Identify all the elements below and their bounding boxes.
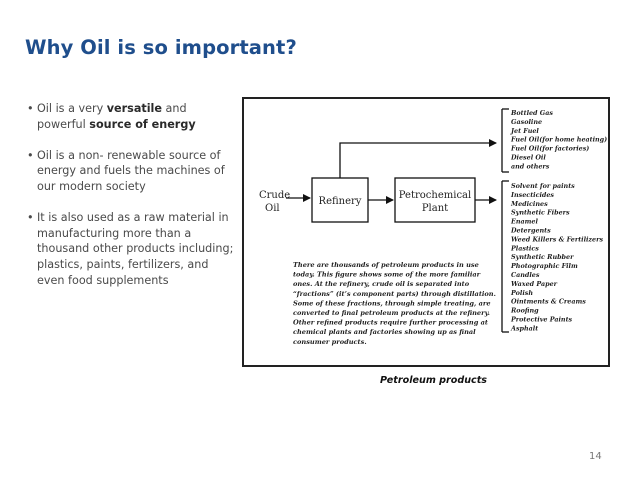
description-line: Other refined products require further processing at <box>293 318 488 327</box>
product-item: Bottled Gas <box>511 109 553 117</box>
crude-oil-label: Crude Oil <box>259 190 291 214</box>
product-item: Detergents <box>511 226 551 235</box>
product-item: Asphalt <box>511 324 539 333</box>
product-item: and others <box>511 162 550 171</box>
product-item: Roofing <box>511 306 539 315</box>
product-item: Gasoline <box>511 117 543 126</box>
description-line: converted to final petroleum products at the refinery. <box>293 309 490 317</box>
diagram-description <box>293 261 496 346</box>
product-item: Protective Paints <box>511 315 573 324</box>
product-item: Plastics <box>511 244 539 253</box>
description-line: ones. At the refinery, crude oil is separated into <box>293 280 470 289</box>
description-line: today. This figure shows some of the more familiar <box>293 270 481 279</box>
description-line: “fractions” (it’s component parts) through distillation. <box>293 289 496 298</box>
page-number: 14 <box>589 451 602 462</box>
product-item: Medicines <box>511 199 548 208</box>
product-item: Photographic Film <box>511 262 578 271</box>
description-line: chemical plants and factories showing up as final <box>293 328 476 337</box>
bullet-item <box>27 101 237 132</box>
product-item: Diesel Oil <box>511 153 546 162</box>
bullet-emphasis: source of energy <box>89 117 196 131</box>
bullet-item <box>27 148 237 195</box>
product-item: Jet Fuel <box>511 126 539 135</box>
product-item: Synthetic Fibers <box>511 208 570 217</box>
product-item: Weed Killers & Fertilizers <box>511 235 604 244</box>
product-item: Ointments & Creams <box>511 297 586 306</box>
bullet-text: Oil is a non- renewable source of energy and fuels the machines of our modern society <box>37 148 225 193</box>
product-item: Solvent for paints <box>511 182 575 190</box>
bullet-text: Oil is a very <box>37 102 107 115</box>
slide-title: Why Oil is so important? <box>25 36 297 59</box>
figure-caption: Petroleum products <box>380 375 488 386</box>
product-item: Fuel Oil(for factories) <box>511 144 590 153</box>
petrochemical-plant-label: Petrochemical Plant <box>398 190 472 214</box>
description-line: consumer products. <box>293 337 367 346</box>
product-item: Synthetic Rubber <box>511 253 574 262</box>
bullet-text: and powerful <box>37 102 187 131</box>
bullet-item <box>27 210 237 288</box>
bullet-text: It is also used as a raw material in manufacturing more than a thousand other products including; plastics, paints, fertilizers, and even food supplements <box>37 211 234 287</box>
bullet-list <box>27 101 237 304</box>
product-item: Candles <box>511 271 540 279</box>
product-item: Enamel <box>511 217 538 226</box>
description-line: Some of these fractions, through simple treating, are <box>293 299 491 308</box>
petroleum-flow-diagram <box>242 97 610 367</box>
refinery-label: Refinery <box>318 196 362 207</box>
product-item: Waxed Paper <box>511 279 558 288</box>
product-item: Insecticides <box>511 190 555 199</box>
product-item: Polish <box>511 288 533 297</box>
bullet-emphasis: versatile <box>106 102 162 115</box>
description-line: There are thousands of petroleum products in use <box>293 261 479 269</box>
product-item: Fuel Oil(for home heating) <box>511 135 608 144</box>
